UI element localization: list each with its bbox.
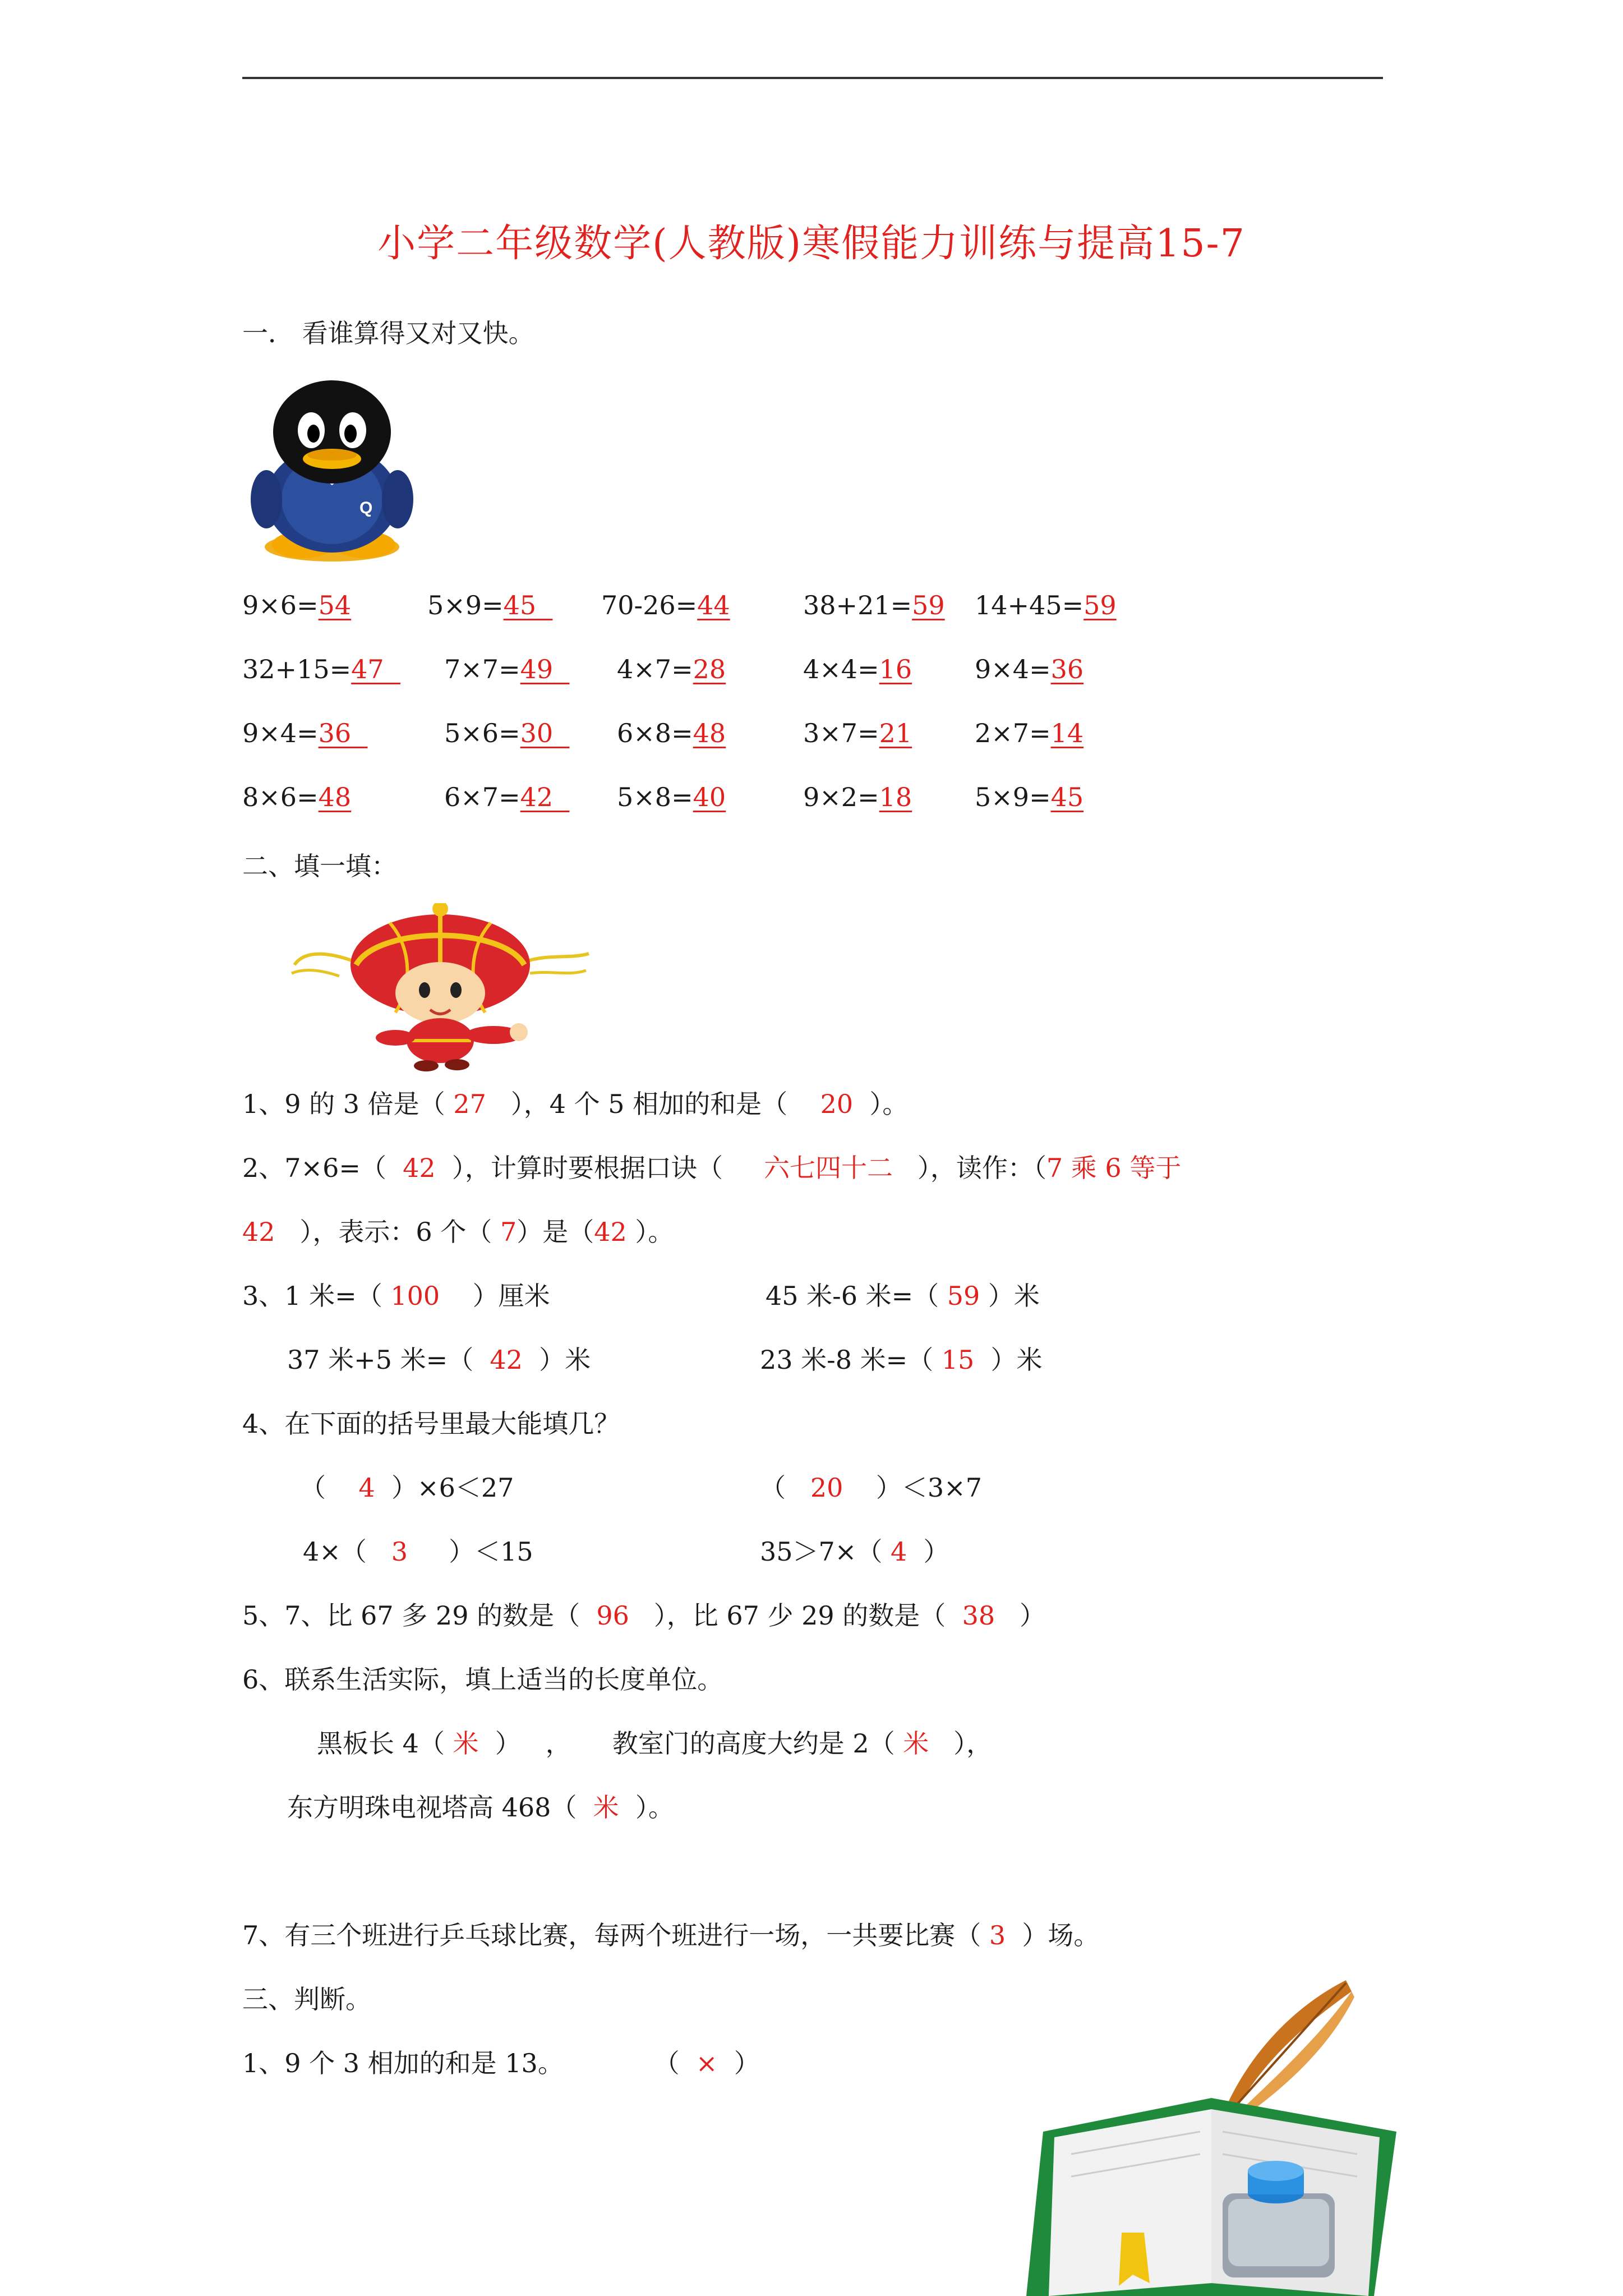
- fill-question-3d: [760, 1340, 1043, 1377]
- header-rule: [242, 77, 1383, 79]
- answer: 48: [693, 718, 726, 748]
- question-text: 5、7、比 67 多 29 的数是（: [242, 1600, 597, 1631]
- answer: 16: [879, 654, 912, 684]
- question-text: ）米: [522, 1345, 591, 1375]
- answer: 100: [390, 1281, 440, 1311]
- question: 5×6=: [444, 718, 520, 748]
- answer: 六七四十二: [764, 1153, 893, 1183]
- fill-question-7: [242, 1915, 1099, 1952]
- drill-item: [975, 718, 1083, 748]
- drill-item: [803, 782, 912, 812]
- answer: 42: [594, 1217, 627, 1247]
- drill-item: [444, 718, 569, 748]
- svg-text:Q: Q: [359, 499, 373, 517]
- question-text: 35＞7×（: [760, 1536, 891, 1567]
- question: 7×7=: [444, 654, 520, 684]
- answer: 47: [351, 654, 400, 684]
- answer: 59: [1083, 590, 1117, 620]
- fill-question-4c: [303, 1531, 533, 1568]
- answer: 59: [947, 1281, 980, 1311]
- answer: 49: [520, 654, 570, 684]
- section-1-heading: 一． 看谁算得又对又快。: [242, 318, 534, 348]
- drill-item: [444, 654, 569, 684]
- question-text: ）: [995, 1600, 1045, 1631]
- question-text: ）: [717, 2048, 760, 2078]
- question-text: 4×（: [303, 1536, 391, 1567]
- question: 3×7=: [803, 718, 879, 748]
- fill-question-2-continued: [242, 1212, 674, 1249]
- question-text: ）＜15: [407, 1536, 533, 1567]
- question-text: 3、1 米=（: [242, 1281, 391, 1311]
- question: 38+21=: [803, 590, 912, 620]
- judge-question-1: [242, 2043, 760, 2080]
- question-text: ）: [907, 1536, 949, 1567]
- answer: 42: [520, 782, 570, 812]
- question: 4×4=: [803, 654, 879, 684]
- question-text: ）厘米: [440, 1281, 550, 1311]
- answer: 20: [820, 1089, 854, 1119]
- drill-item: [427, 590, 552, 620]
- question-text: ），表示：6 个（: [275, 1217, 500, 1247]
- answer: 15: [941, 1345, 975, 1375]
- fill-question-6: 6、联系生活实际，填上适当的长度单位。: [242, 1664, 723, 1695]
- answer: 米: [453, 1728, 479, 1759]
- answer: 36: [318, 718, 368, 748]
- drill-item: [803, 718, 912, 748]
- drill-item: [444, 782, 569, 812]
- drill-item: [975, 782, 1083, 812]
- answer: 59: [912, 590, 945, 620]
- question-text: ）。: [853, 1089, 909, 1119]
- question: 14+45=: [975, 590, 1084, 620]
- answer: 30: [520, 718, 570, 748]
- drill-item: [617, 654, 726, 684]
- fill-question-4: 4、在下面的括号里最大能填几？: [242, 1409, 620, 1439]
- question-text: ），4 个 5 相加的和是（: [486, 1089, 820, 1119]
- fill-question-1: [242, 1084, 908, 1121]
- drill-item: [803, 654, 912, 684]
- question: 5×9=: [975, 782, 1051, 812]
- answer: 4: [358, 1473, 375, 1503]
- question-text: ）是（: [517, 1217, 594, 1247]
- question-text: ）场。: [1006, 1920, 1100, 1950]
- answer: 38: [962, 1600, 995, 1631]
- question-text: ） ， 教室门的高度大约是 2（: [478, 1728, 903, 1759]
- question: 32+15=: [242, 654, 352, 684]
- question-text: ），计算时要根据口诀（: [435, 1153, 764, 1183]
- answer: 3: [989, 1920, 1006, 1950]
- drill-item: [242, 654, 400, 684]
- fill-question-5: [242, 1595, 1045, 1632]
- answer: 18: [879, 782, 912, 812]
- answer: 48: [318, 782, 352, 812]
- answer: 27: [453, 1089, 486, 1119]
- question-text: ）。: [619, 1792, 674, 1823]
- question: 6×7=: [444, 782, 520, 812]
- fill-question-3b: [766, 1276, 1040, 1313]
- question-text: ）米: [974, 1345, 1043, 1375]
- question-text: 1、9 个 3 相加的和是 13。 （: [242, 2048, 696, 2078]
- answer: 54: [318, 590, 352, 620]
- fill-question-3a: [242, 1276, 550, 1313]
- fill-question-4d: [760, 1531, 949, 1568]
- answer: 45: [503, 590, 553, 620]
- answer: 14: [1050, 718, 1084, 748]
- question: 5×8=: [617, 782, 693, 812]
- fill-question-2: [242, 1148, 1181, 1185]
- answer: 42: [403, 1153, 436, 1183]
- answer: 20: [810, 1473, 843, 1503]
- question: 2×7=: [975, 718, 1051, 748]
- drill-item: [975, 590, 1117, 620]
- question-text: ），: [929, 1728, 993, 1759]
- question-text: 23 米-8 米=（: [760, 1345, 942, 1375]
- fill-question-6b: [287, 1787, 674, 1824]
- answer: 米: [903, 1728, 929, 1759]
- answer: 7: [500, 1217, 517, 1247]
- answer: 28: [693, 654, 726, 684]
- penguin-illustration: [250, 379, 415, 564]
- answer: 米: [593, 1792, 619, 1823]
- question: 9×4=: [975, 654, 1051, 684]
- answer: 96: [596, 1600, 629, 1631]
- drill-item: [242, 782, 351, 812]
- question-text: 东方明珠电视塔高 468（: [287, 1792, 593, 1823]
- question: 8×6=: [242, 782, 319, 812]
- section-3-heading: 三、判断。: [242, 1984, 371, 2014]
- question-text: 黑板长 4（: [317, 1728, 453, 1759]
- fill-question-4a: [300, 1467, 514, 1504]
- question: 5×9=: [427, 590, 504, 620]
- question-text: ）＜3×7: [843, 1473, 982, 1503]
- question-text: 7、有三个班进行乒乓球比赛，每两个班进行一场，一共要比赛（: [242, 1920, 989, 1950]
- answer: 3: [391, 1536, 408, 1567]
- question: 9×6=: [242, 590, 319, 620]
- answer: 4: [890, 1536, 907, 1567]
- answer: ×: [695, 2048, 718, 2078]
- answer: 7 乘 6 等于: [1046, 1153, 1182, 1183]
- section-2-heading: 二、填一填：: [242, 851, 397, 881]
- answer: 21: [879, 718, 912, 748]
- drill-item: [617, 782, 726, 812]
- answer: 45: [1050, 782, 1084, 812]
- fill-question-3c: [287, 1340, 591, 1377]
- question: 6×8=: [617, 718, 693, 748]
- answer: 44: [697, 590, 730, 620]
- answer: 36: [1050, 654, 1084, 684]
- answer: 42: [242, 1217, 275, 1247]
- drill-item: [601, 590, 730, 620]
- fill-question-6a: [317, 1723, 992, 1760]
- question-text: 1、9 的 3 倍是（: [242, 1089, 454, 1119]
- question-text: 2、7×6=（: [242, 1153, 403, 1183]
- drill-item: [617, 718, 726, 748]
- fill-question-4b: [760, 1467, 982, 1504]
- drill-item: [242, 590, 351, 620]
- question-text: ）×6＜27: [375, 1473, 514, 1503]
- question-text: ），比 67 少 29 的数是（: [629, 1600, 962, 1631]
- answer: 40: [693, 782, 726, 812]
- question: 9×2=: [803, 782, 879, 812]
- question-text: 45 米-6 米=（: [766, 1281, 947, 1311]
- question-text: ）。: [626, 1217, 674, 1247]
- question: 9×4=: [242, 718, 319, 748]
- question-text: （: [300, 1473, 359, 1503]
- question-text: ），读作：（: [893, 1153, 1046, 1183]
- mascot-illustration: [283, 903, 597, 1071]
- answer: 42: [490, 1345, 523, 1375]
- question: 70-26=: [601, 590, 698, 620]
- question-text: 37 米+5 米=（: [287, 1345, 490, 1375]
- question: 4×7=: [617, 654, 693, 684]
- drill-item: [803, 590, 945, 620]
- question-text: （: [760, 1473, 810, 1503]
- book-quill-illustration: [1009, 1969, 1413, 2296]
- drill-item: [975, 654, 1083, 684]
- document-title: 小学二年级数学(人教版)寒假能力训练与提高15-7: [377, 222, 1246, 266]
- drill-item: [242, 718, 367, 748]
- question-text: ）米: [980, 1281, 1040, 1311]
